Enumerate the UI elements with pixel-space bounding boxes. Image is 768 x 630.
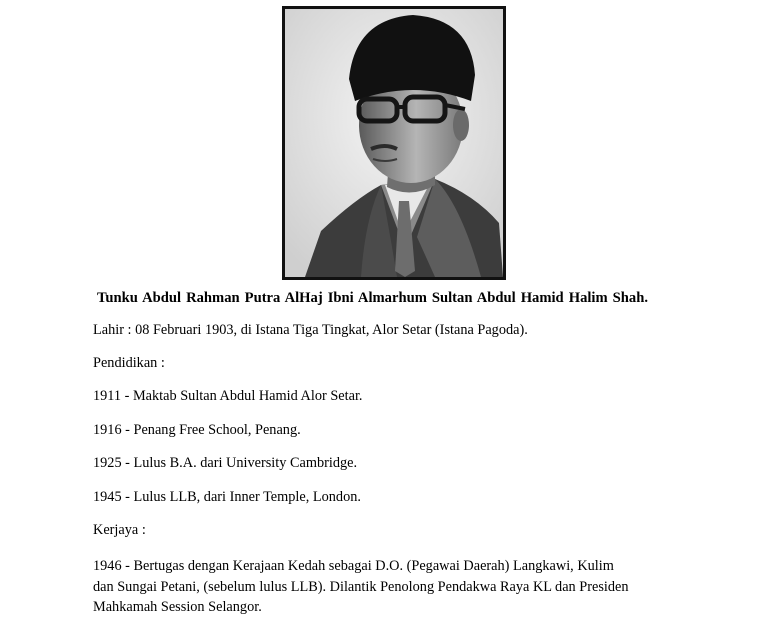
education-item: 1925 - Lulus B.A. dari University Cambridge. xyxy=(93,455,358,471)
portrait-illustration xyxy=(285,9,503,277)
education-item: 1916 - Penang Free School, Penang. xyxy=(93,422,301,438)
page-title: Tunku Abdul Rahman Putra AlHaj Ibni Almarhum Sultan Abdul Hamid Halim Shah. xyxy=(97,290,648,306)
career-line: 1946 - Bertugas dengan Kerajaan Kedah sebagai D.O. (Pegawai Daerah) Langkawi, Kulim xyxy=(93,558,614,574)
education-heading: Pendidikan : xyxy=(93,355,165,371)
career-paragraph xyxy=(93,556,675,618)
education-item: 1911 - Maktab Sultan Abdul Hamid Alor Setar. xyxy=(93,388,363,404)
career-heading: Kerjaya : xyxy=(93,522,146,538)
career-line: Mahkamah Session Selangor. xyxy=(93,599,262,615)
portrait-photo xyxy=(282,6,506,280)
education-item: 1945 - Lulus LLB, dari Inner Temple, London. xyxy=(93,489,361,505)
career-line: dan Sungai Petani, (sebelum lulus LLB). Dilantik Penolong Pendakwa Raya KL dan Presiden xyxy=(93,578,629,595)
birth-info: Lahir : 08 Februari 1903, di Istana Tiga Tingkat, Alor Setar (Istana Pagoda). xyxy=(93,322,528,338)
